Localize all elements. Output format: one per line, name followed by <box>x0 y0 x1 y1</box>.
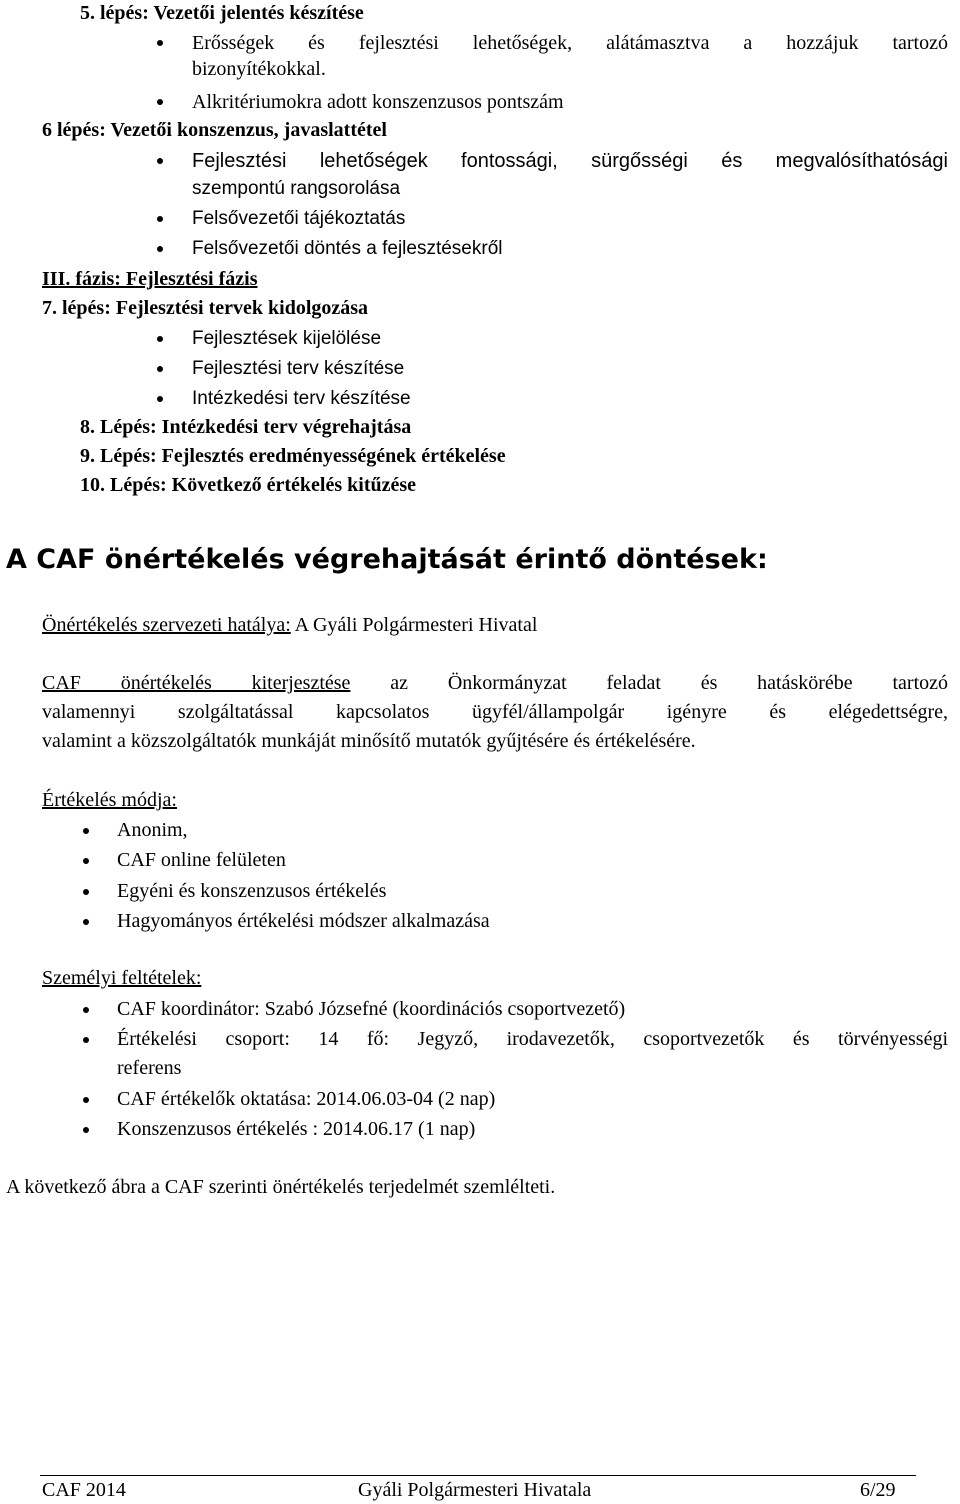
personal-item-2-line1: Értékelési csoport: 14 fő: Jegyző, irodavezetők, csoportvezetők és törvényességi <box>117 1028 948 1050</box>
step6-item-3: Felsővezetői döntés a fejlesztésekről <box>192 238 503 259</box>
step5-item-2: Alkritériumokra adott konszenzusos pontszám <box>192 91 564 113</box>
bullet-icon <box>83 1097 89 1103</box>
bullet-icon <box>83 889 89 895</box>
step10-heading: 10. Lépés: Következő értékelés kitűzése <box>80 474 417 496</box>
bullet-icon <box>83 828 89 834</box>
extension-line3: valamint a közszolgáltatók munkáját minősítő mutatók gyűjtésére és értékelésére. <box>42 730 696 752</box>
bullet-icon <box>83 1037 89 1043</box>
scope-paragraph <box>42 612 537 638</box>
step5-item-1-line1: Erősségek és fejlesztési lehetőségek, alátámasztva a hozzájuk tartozó <box>192 32 948 54</box>
step7-heading: 7. lépés: Fejlesztési tervek kidolgozása <box>42 297 369 319</box>
step8-heading: 8. Lépés: Intézkedési terv végrehajtása <box>80 416 412 438</box>
step6-item-2: Felsővezetői tájékoztatás <box>192 208 406 229</box>
method-item-1: Anonim, <box>117 819 188 841</box>
extension-label: CAF önértékelés kiterjesztése <box>42 672 351 694</box>
footer-page-number: 6/29 <box>860 1479 896 1501</box>
extension-line2: valamennyi szolgáltatással kapcsolatos ügyfél/állampolgár igényre és elégedettségre, <box>42 701 948 723</box>
personal-item-4: Konszenzusos értékelés : 2014.06.17 (1 nap) <box>117 1118 476 1140</box>
personal-label: Személyi feltételek: <box>42 967 202 989</box>
method-item-4: Hagyományos értékelési módszer alkalmazása <box>117 910 490 932</box>
bullet-icon <box>83 919 89 925</box>
footer-center: Gyáli Polgármesteri Hivatala <box>358 1479 592 1501</box>
step9-heading: 9. Lépés: Fejlesztés eredményességének értékelése <box>80 445 506 467</box>
bullet-icon <box>157 158 163 164</box>
extension-line1-text: az Önkormányzat feladat és hatáskörébe tartozó <box>390 672 949 694</box>
method-label: Értékelés módja: <box>42 789 177 811</box>
step7-item-1: Fejlesztések kijelölése <box>192 328 382 349</box>
closing-sentence: A következő ábra a CAF szerinti önértékelés terjedelmét szemlélteti. <box>6 1176 556 1198</box>
bullet-icon <box>157 246 163 252</box>
scope-label: Önértékelés szervezeti hatálya: <box>42 614 291 636</box>
personal-item-3: CAF értékelők oktatása: 2014.06.03-04 (2 nap) <box>117 1088 496 1110</box>
method-item-2: CAF online felületen <box>117 849 286 871</box>
step5-item-1-line2: bizonyítékokkal. <box>192 58 326 80</box>
step6-item-1-line2: szempontú rangsorolása <box>192 178 401 199</box>
scope-value: A Gyáli Polgármesteri Hivatal <box>290 614 538 636</box>
phase3-heading: III. fázis: Fejlesztési fázis <box>42 268 258 290</box>
step7-item-3: Intézkedési terv készítése <box>192 388 411 409</box>
bullet-icon <box>83 858 89 864</box>
step5-heading: 5. lépés: Vezetői jelentés készítése <box>80 2 364 24</box>
bullet-icon <box>157 336 163 342</box>
step6-item-1-line1: Fejlesztési lehetőségek fontossági, sürgősségi és megvalósíthatósági <box>192 150 948 172</box>
bullet-icon <box>157 396 163 402</box>
bullet-icon <box>157 216 163 222</box>
step7-item-2: Fejlesztési terv készítése <box>192 358 405 379</box>
personal-item-1: CAF koordinátor: Szabó Józsefné (koordinációs csoportvezető) <box>117 998 626 1020</box>
decisions-title: A CAF önértékelés végrehajtását érintő döntések: <box>6 544 768 575</box>
extension-line1 <box>42 670 948 696</box>
personal-item-2-line2: referens <box>117 1057 182 1079</box>
footer-divider <box>40 1475 916 1476</box>
bullet-icon <box>157 366 163 372</box>
step6-heading: 6 lépés: Vezetői konszenzus, javaslattétel <box>42 119 387 141</box>
bullet-icon <box>83 1127 89 1133</box>
bullet-icon <box>157 99 163 105</box>
bullet-icon <box>157 40 163 46</box>
footer-left: CAF 2014 <box>42 1479 126 1501</box>
bullet-icon <box>83 1007 89 1013</box>
method-item-3: Egyéni és konszenzusos értékelés <box>117 880 387 902</box>
